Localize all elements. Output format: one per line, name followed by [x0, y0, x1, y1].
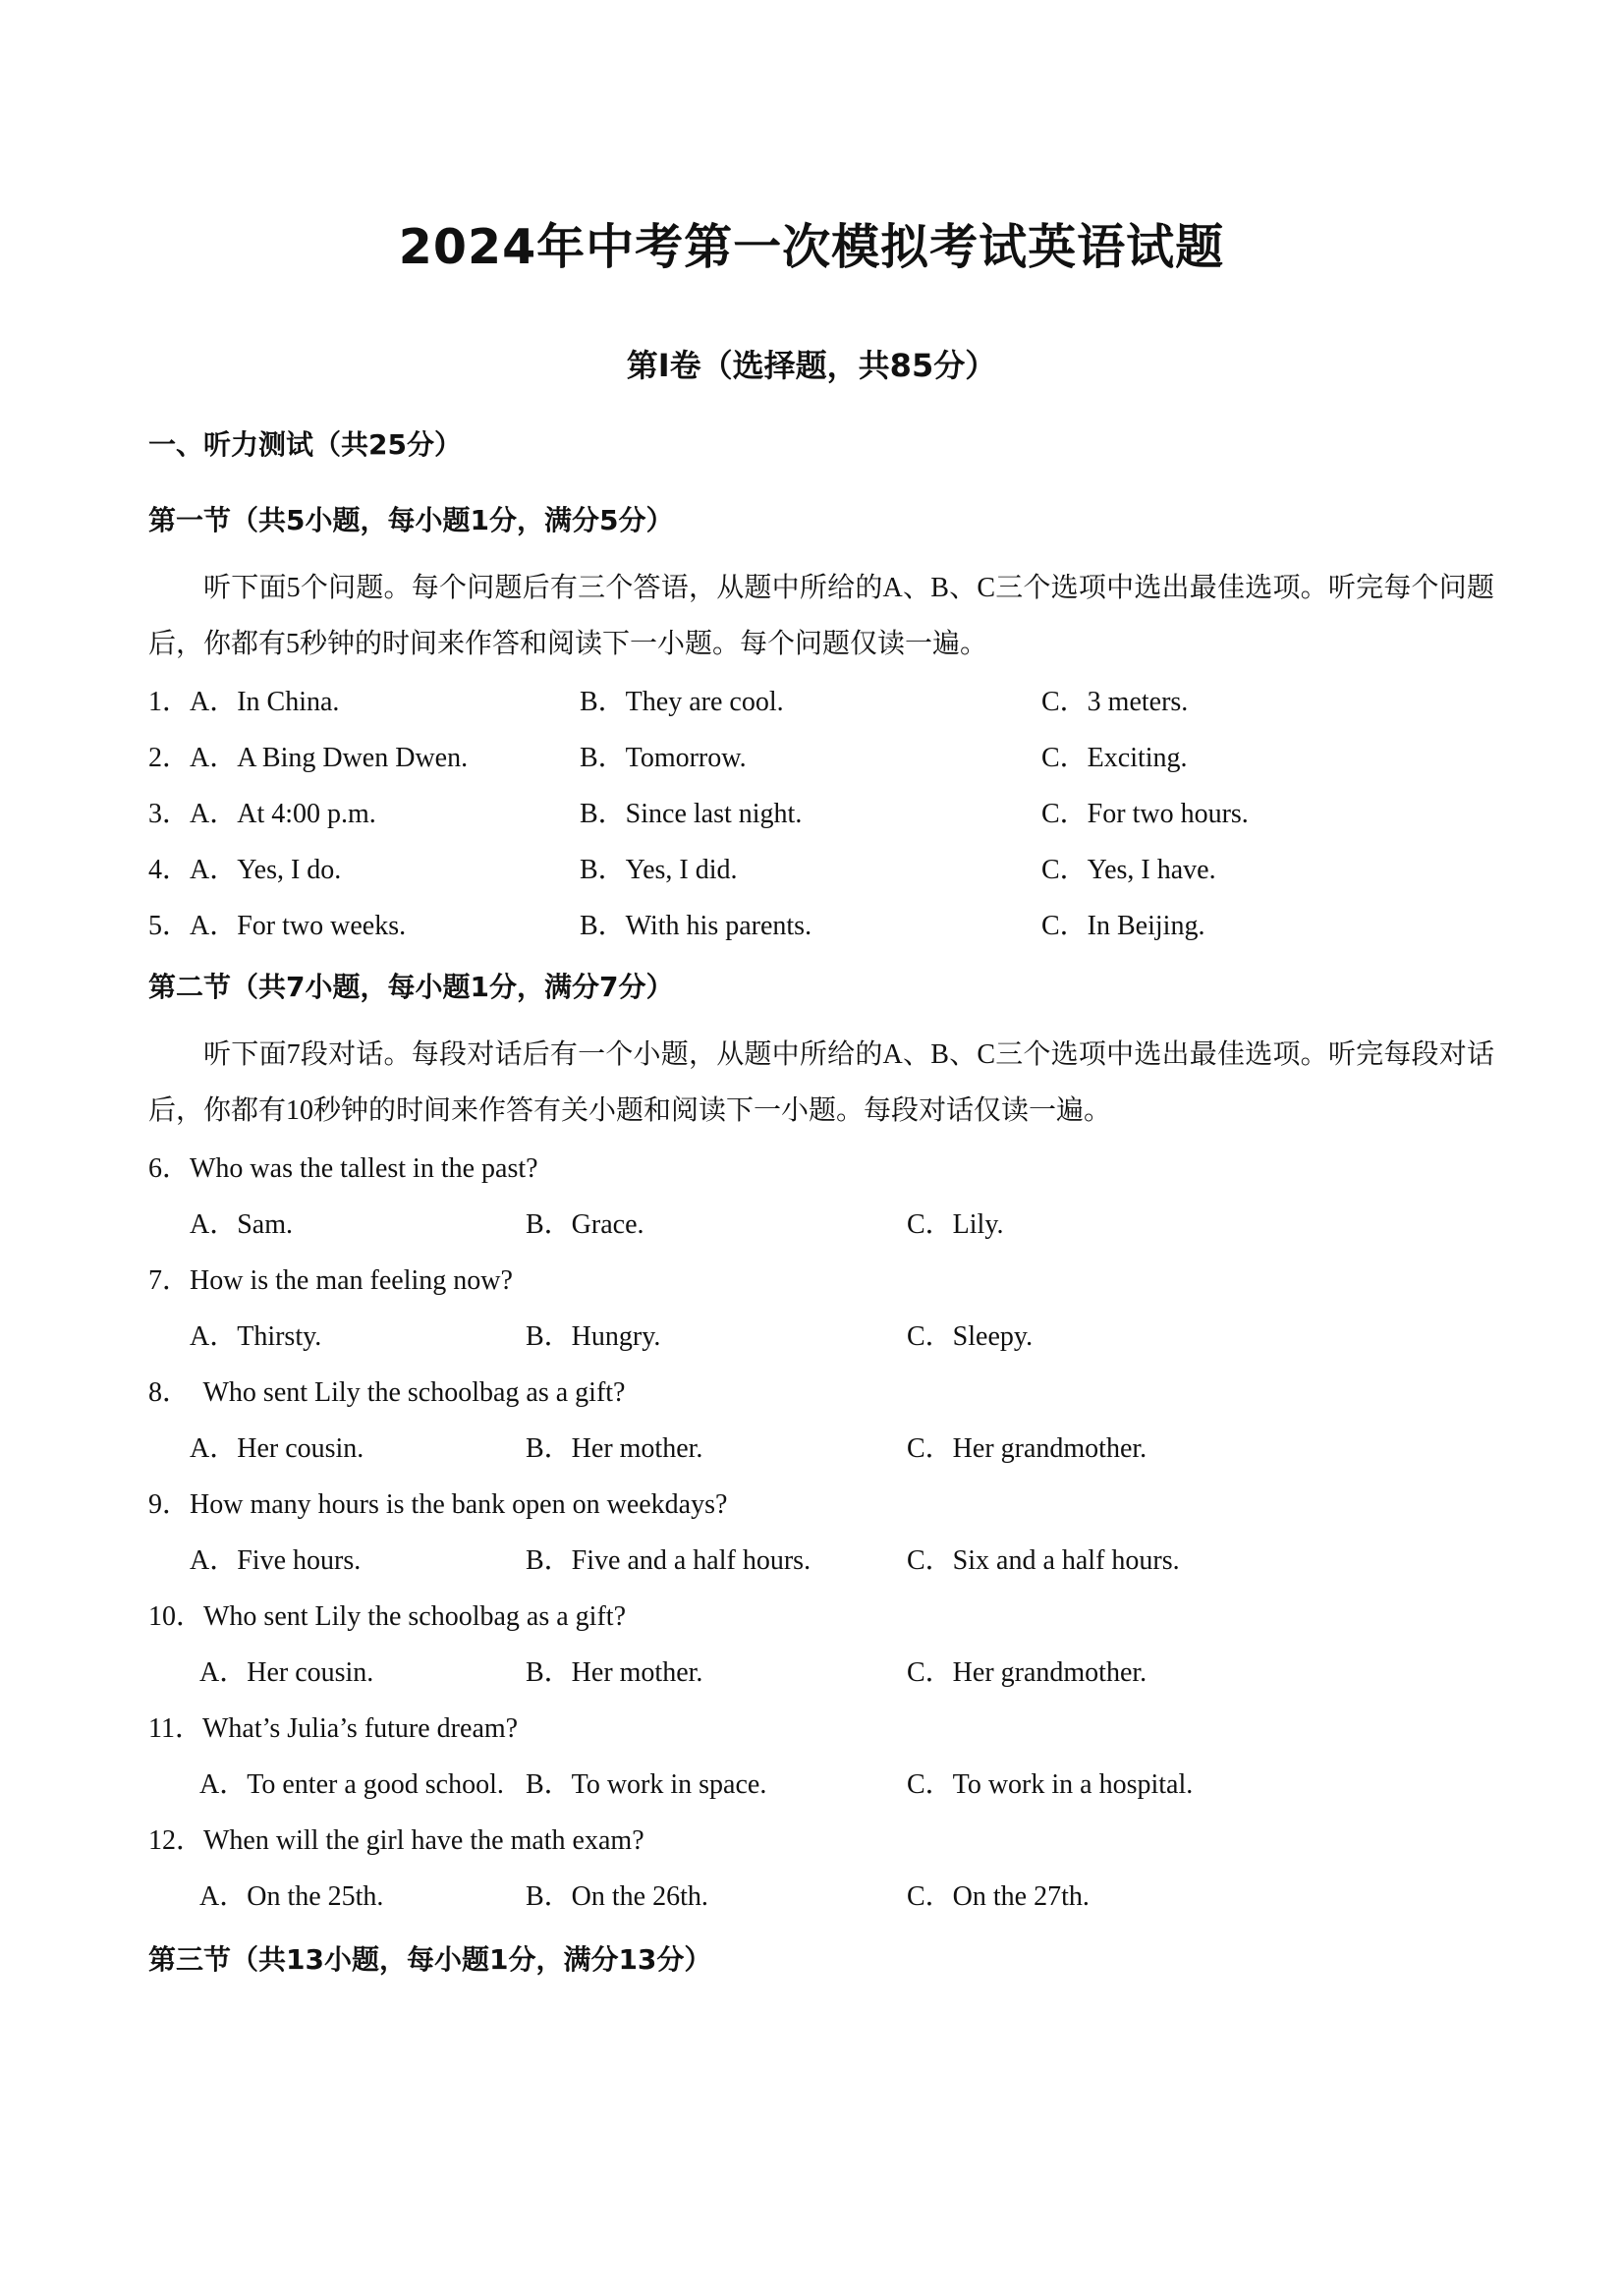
- section1-heading: 第一节（共5小题，每小题1分，满分5分）: [148, 504, 674, 536]
- question-options: [0, 1541, 1623, 1581]
- option-c: C．Exciting.: [1041, 743, 1188, 773]
- option-b: B．Yes, I did.: [580, 855, 738, 885]
- option-c: C．Six and a half hours.: [907, 1545, 1180, 1576]
- question-text: 8． Who sent Lily the schoolbag as a gift?: [148, 1377, 626, 1408]
- option-a: A．Her cousin.: [190, 1433, 364, 1464]
- option-a: A．On the 25th.: [199, 1881, 384, 1912]
- option-b: B．They are cool.: [580, 687, 784, 717]
- option-a: 2．A．A Bing Dwen Dwen.: [148, 743, 469, 773]
- question-row: [0, 907, 1623, 946]
- question-options: [0, 1653, 1623, 1693]
- section2-instruction: 听下面7段对话。每段对话后有一个小题，从题中所给的A、B、C三个选项中选出最佳选项。听完每段对话后，你都有10秒钟的时间来作答有关小题和阅读下一小题。每段对话仅读一遍。: [148, 1039, 1494, 1126]
- question-options: [0, 1317, 1623, 1357]
- option-b: B．On the 26th.: [526, 1881, 708, 1912]
- option-a: 4．A．Yes, I do.: [148, 855, 342, 885]
- section2-heading: 第二节（共7小题，每小题1分，满分7分）: [148, 971, 674, 1003]
- option-a: A．Sam.: [190, 1209, 294, 1240]
- option-b: B．Five and a half hours.: [526, 1545, 812, 1576]
- option-b: B．Tomorrow.: [580, 743, 747, 773]
- option-a: A．Thirsty.: [190, 1321, 322, 1352]
- question-row: [0, 851, 1623, 890]
- question-stem: [0, 1149, 1623, 1189]
- option-c: C．Sleepy.: [907, 1321, 1034, 1352]
- option-b: B．Grace.: [526, 1209, 644, 1240]
- question-text: 11．What’s Julia’s future dream?: [148, 1713, 519, 1744]
- question-text: 7．How is the man feeling now?: [148, 1265, 513, 1296]
- option-a: 5．A．For two weeks.: [148, 911, 407, 941]
- question-row: [0, 739, 1623, 778]
- question-row: [0, 795, 1623, 834]
- question-text: 9．How many hours is the bank open on weekdays?: [148, 1489, 728, 1520]
- option-a: 1．A．In China.: [148, 687, 340, 717]
- paper-subtitle: 第I卷（选择题，共85分）: [626, 347, 997, 384]
- option-b: B．Her mother.: [526, 1433, 703, 1464]
- question-options: [0, 1877, 1623, 1917]
- question-row: [0, 683, 1623, 722]
- option-a: 3．A．At 4:00 p.m.: [148, 799, 376, 829]
- question-options: [0, 1205, 1623, 1245]
- section1-instruction: 听下面5个问题。每个问题后有三个答语，从题中所给的A、B、C三个选项中选出最佳选项。听完每个问题后，你都有5秒钟的时间来作答和阅读下一小题。每个问题仅读一遍。: [148, 573, 1494, 659]
- question-text: 10．Who sent Lily the schoolbag as a gift?: [148, 1601, 626, 1632]
- option-a: A．Five hours.: [190, 1545, 362, 1576]
- option-c: C．3 meters.: [1041, 687, 1189, 717]
- section3-heading: 第三节（共13小题，每小题1分，满分13分）: [148, 1943, 712, 1976]
- question-stem: [0, 1373, 1623, 1413]
- option-c: C．Yes, I have.: [1041, 855, 1216, 885]
- option-b: B．To work in space.: [526, 1769, 767, 1800]
- option-a: A．To enter a good school.: [199, 1769, 504, 1800]
- option-c: C．On the 27th.: [907, 1881, 1090, 1912]
- question-options: [0, 1765, 1623, 1805]
- question-text: 6．Who was the tallest in the past?: [148, 1153, 538, 1184]
- option-c: C．Her grandmother.: [907, 1433, 1147, 1464]
- option-b: B．Her mother.: [526, 1657, 703, 1688]
- question-stem: [0, 1709, 1623, 1749]
- option-a: A．Her cousin.: [199, 1657, 374, 1688]
- option-c: C．In Beijing.: [1041, 911, 1205, 941]
- question-stem: [0, 1821, 1623, 1861]
- question-stem: [0, 1485, 1623, 1525]
- option-c: C．Her grandmother.: [907, 1657, 1147, 1688]
- option-c: C．For two hours.: [1041, 799, 1249, 829]
- question-text: 12．When will the girl have the math exam?: [148, 1825, 644, 1856]
- option-c: C．To work in a hospital.: [907, 1769, 1194, 1800]
- option-b: B．With his parents.: [580, 911, 812, 941]
- option-b: B．Since last night.: [580, 799, 803, 829]
- option-b: B．Hungry.: [526, 1321, 661, 1352]
- page-title: 2024年中考第一次模拟考试英语试题: [398, 219, 1225, 275]
- question-stem: [0, 1597, 1623, 1637]
- question-options: [0, 1429, 1623, 1469]
- part1-heading: 一、听力测试（共25分）: [148, 428, 462, 461]
- option-c: C．Lily.: [907, 1209, 1004, 1240]
- question-stem: [0, 1261, 1623, 1301]
